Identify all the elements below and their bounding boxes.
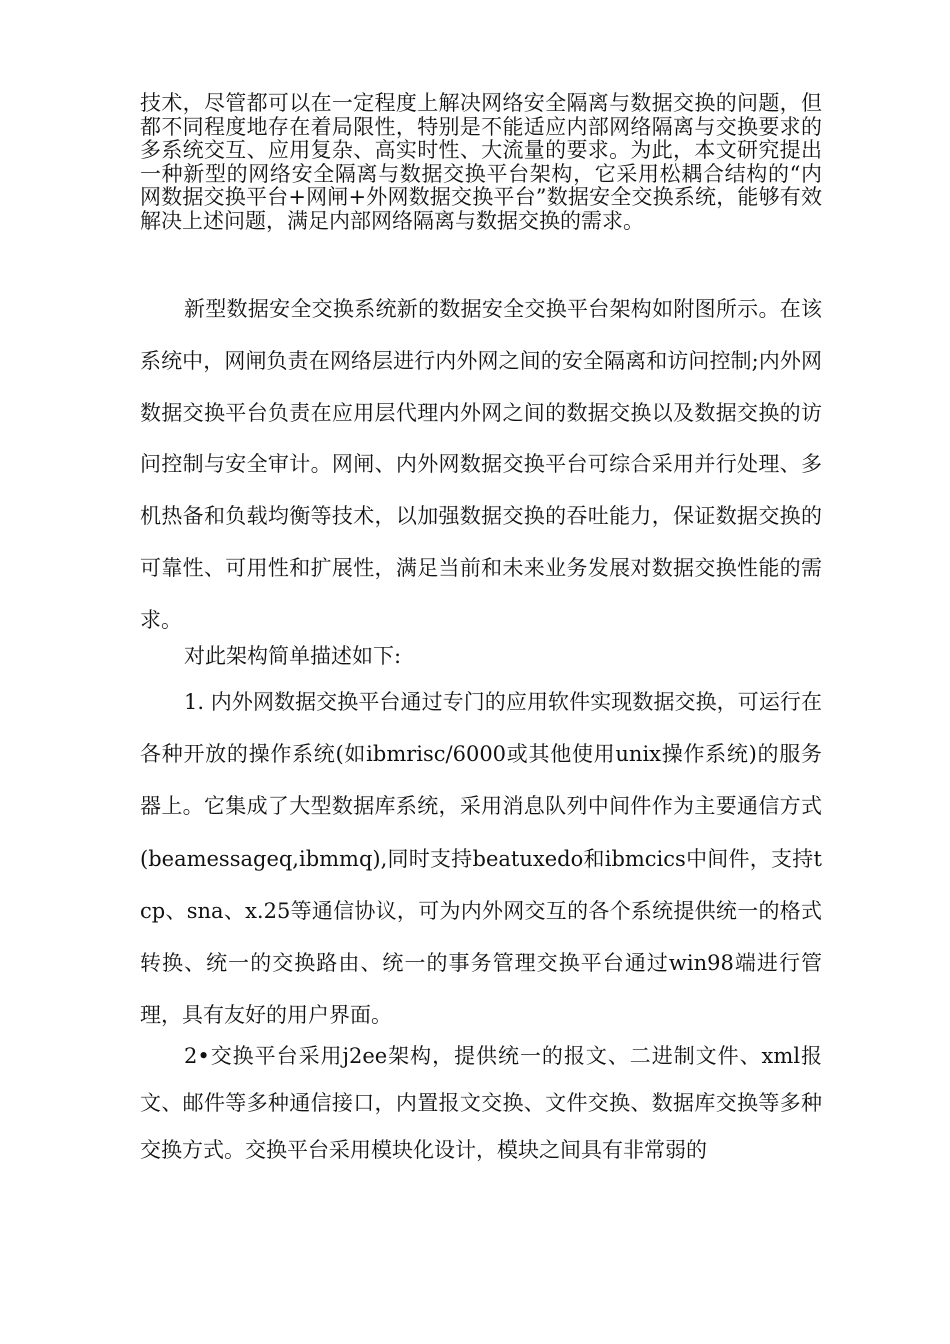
paragraph-item-1: 1. 内外网数据交换平台通过专门的应用软件实现数据交换，可运行在各种开放的操作系统(如ibmrisc/6000或其他使用unix操作系统)的服务器上。它集成了大型数据库系统，采用消息队列中间件作为主要通信方式(beamessageq,ibmmq),同时支持beatuxedo和ibmcics中间件，支持tcp、sna、x.25等通信协议，可为内外网交互的各个系统提供统一的格式转换、统一的交换路由、统一的事务管理交换平台通过win98端进行管理，具有友好的用户界面。 — [140, 690, 822, 1028]
paragraph-architecture-lead: 对此架构简单描述如下: — [184, 644, 402, 668]
paragraph-system-overview: 新型数据安全交换系统新的数据安全交换平台架构如附图所示。在该系统中，网闸负责在网络层进行内外网之间的安全隔离和访问控制;内外网数据交换平台负责在应用层代理内外网之间的数据交换以及数据交换的访问控制与安全审计。网闸、内外网数据交换平台可综合采用并行处理、多机热备和负载均衡等技术，以加强数据交换的吞吐能力，保证数据交换的可靠性、可用性和扩展性，满足当前和未来业务发展对数据交换性能的需求。 — [140, 297, 822, 632]
paragraph-intro: 技术，尽管都可以在一定程度上解决网络安全隔离与数据交换的问题，但都不同程度地存在着局限性，特别是不能适应内部网络隔离与交换要求的多系统交互、应用复杂、高实时性、大流量的要求。为此，本文研究提出一种新型的网络安全隔离与数据交换平台架构，它采用松耦合结构的“内网数据交换平台+网闸+外网数据交换平台”数据安全交换系统，能够有效解决上述问题，满足内部网络隔离与数据交换的需求。 — [140, 91, 822, 233]
paragraph-item-2: 2•交换平台采用j2ee架构，提供统一的报文、二进制文件、xml报文、邮件等多种通信接口，内置报文交换、文件交换、数据库交换等多种交换方式。交换平台采用模块化设计，模块之间具有非常弱的 — [140, 1044, 822, 1162]
